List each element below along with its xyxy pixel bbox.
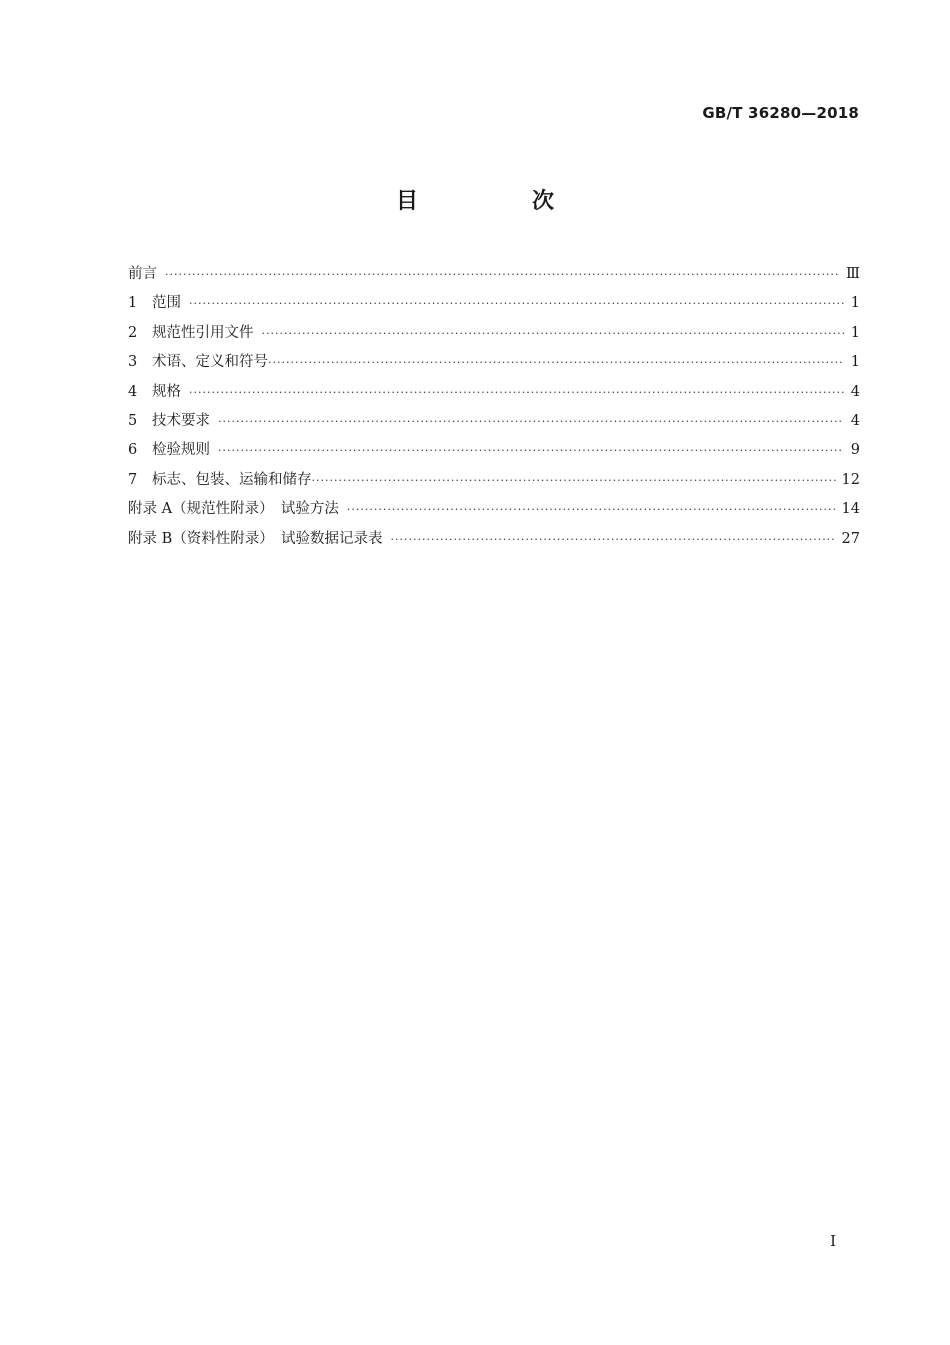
toc-entry-title: 附录 B（资料性附录） 试验数据记录表 bbox=[128, 530, 383, 547]
toc-entry-normative-references[interactable] bbox=[128, 323, 860, 352]
toc-section-number: 7 bbox=[128, 471, 138, 488]
toc-leader bbox=[189, 294, 844, 314]
toc-leader bbox=[218, 441, 844, 461]
toc-entry-title: 规范性引用文件 bbox=[152, 324, 254, 341]
toc-section-number: 1 bbox=[128, 295, 138, 312]
toc-entry-title: 范围 bbox=[152, 295, 181, 312]
toc-entry-annex-a[interactable] bbox=[128, 499, 860, 528]
toc-leader bbox=[165, 265, 840, 285]
toc-page-number: 27 bbox=[841, 530, 860, 547]
toc-page-number: 14 bbox=[841, 501, 860, 518]
toc-entry-title: 附录 A（规范性附录） 试验方法 bbox=[128, 501, 339, 518]
page-title: 目 次 bbox=[395, 189, 600, 214]
toc-page-number: 1 bbox=[850, 324, 860, 341]
toc-entry-title: 技术要求 bbox=[152, 412, 210, 429]
toc-section-number: 6 bbox=[128, 442, 138, 459]
toc-entry-marking-packaging[interactable] bbox=[128, 470, 860, 499]
standard-number: GB/T 36280—2018 bbox=[702, 104, 859, 122]
toc-leader bbox=[312, 471, 836, 491]
toc-entry-specifications[interactable] bbox=[128, 382, 860, 411]
toc-entry-inspection-rules[interactable] bbox=[128, 440, 860, 469]
page-number: Ⅰ bbox=[830, 1232, 836, 1250]
toc-leader bbox=[391, 530, 836, 550]
toc-entry-terms-definitions[interactable] bbox=[128, 352, 860, 381]
toc-section-number: 3 bbox=[128, 354, 138, 371]
toc-section-number: 4 bbox=[128, 383, 138, 400]
toc-leader bbox=[218, 412, 844, 432]
toc-page-number: 1 bbox=[850, 354, 860, 371]
toc-entry-title: 标志、包装、运输和储存 bbox=[152, 471, 312, 488]
toc-page-number: 12 bbox=[841, 471, 860, 488]
toc-entry-scope[interactable] bbox=[128, 293, 860, 322]
toc-leader bbox=[262, 324, 845, 344]
toc-section-number: 5 bbox=[128, 412, 138, 429]
toc-section-number: 2 bbox=[128, 324, 138, 341]
toc-entry-foreword[interactable] bbox=[128, 264, 860, 293]
toc-leader bbox=[268, 353, 844, 373]
toc-page-number: Ⅲ bbox=[846, 266, 860, 282]
toc-entry-title: 检验规则 bbox=[152, 442, 210, 459]
toc-page-number: 1 bbox=[850, 295, 860, 312]
toc-entry-technical-requirements[interactable] bbox=[128, 411, 860, 440]
toc-page-number: 9 bbox=[850, 442, 860, 459]
table-of-contents bbox=[128, 264, 860, 558]
toc-entry-annex-b[interactable] bbox=[128, 529, 860, 558]
toc-page-number: 4 bbox=[850, 412, 860, 429]
toc-leader bbox=[189, 383, 844, 403]
toc-page-number: 4 bbox=[850, 383, 860, 400]
toc-entry-title: 规格 bbox=[152, 383, 181, 400]
toc-entry-title: 前言 bbox=[128, 266, 157, 282]
toc-entry-title: 术语、定义和符号 bbox=[152, 354, 268, 371]
toc-leader bbox=[347, 500, 836, 520]
